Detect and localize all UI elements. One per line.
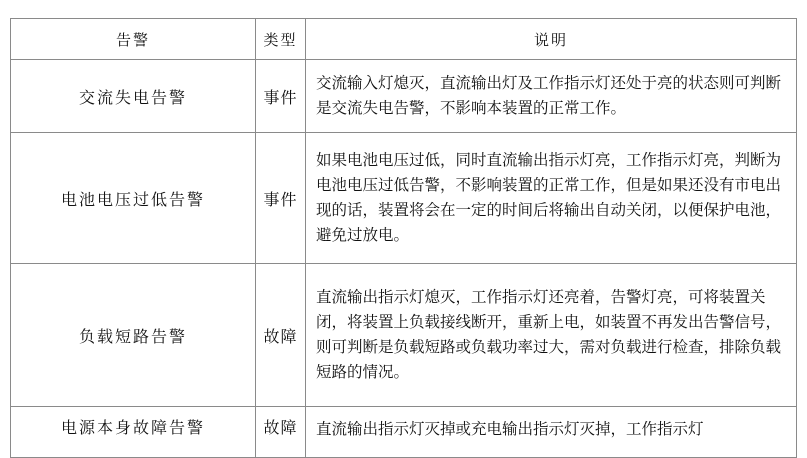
table-row: [11, 407, 797, 458]
header-alarm: 告警: [11, 19, 256, 60]
alarm-name-cell: 负载短路告警: [11, 264, 256, 407]
alarm-description-cell: 直流输出指示灯熄灭，工作指示灯还亮着，告警灯亮，可将装置关闭，将装置上负载接线断开，重新上电，如装置不再发出告警信号，则可判断是负载短路或负载功率过大，需对负载进行检查，排除负载短路的情况。: [306, 264, 797, 407]
alarm-name-cell: 电源本身故障告警: [11, 407, 256, 458]
table-row: [11, 133, 797, 264]
alarm-name-cell: 交流失电告警: [11, 60, 256, 133]
alarm-type-cell: 事件: [256, 60, 306, 133]
alarm-type-cell: 故障: [256, 407, 306, 458]
alarm-description-cell: 交流输入灯熄灭，直流输出灯及工作指示灯还处于亮的状态则可判断是交流失电告警，不影响本装置的正常工作。: [306, 60, 797, 133]
alarm-description-cell: 如果电池电压过低，同时直流输出指示灯亮，工作指示灯亮，判断为电池电压过低告警，不影响装置的正常工作，但是如果还没有市电出现的话，装置将会在一定的时间后将输出自动关闭，以便保护电池，避免过放电。: [306, 133, 797, 264]
alarm-description-cell: 直流输出指示灯灭掉或充电输出指示灯灭掉，工作指示灯: [306, 407, 797, 458]
table-header-row: [11, 19, 797, 60]
table-row: [11, 264, 797, 407]
alarm-type-cell: 事件: [256, 133, 306, 264]
alarm-name-cell: 电池电压过低告警: [11, 133, 256, 264]
table-row: [11, 60, 797, 133]
header-type: 类型: [256, 19, 306, 60]
alarm-type-cell: 故障: [256, 264, 306, 407]
header-description: 说明: [306, 19, 797, 60]
alarm-table: [10, 18, 797, 458]
